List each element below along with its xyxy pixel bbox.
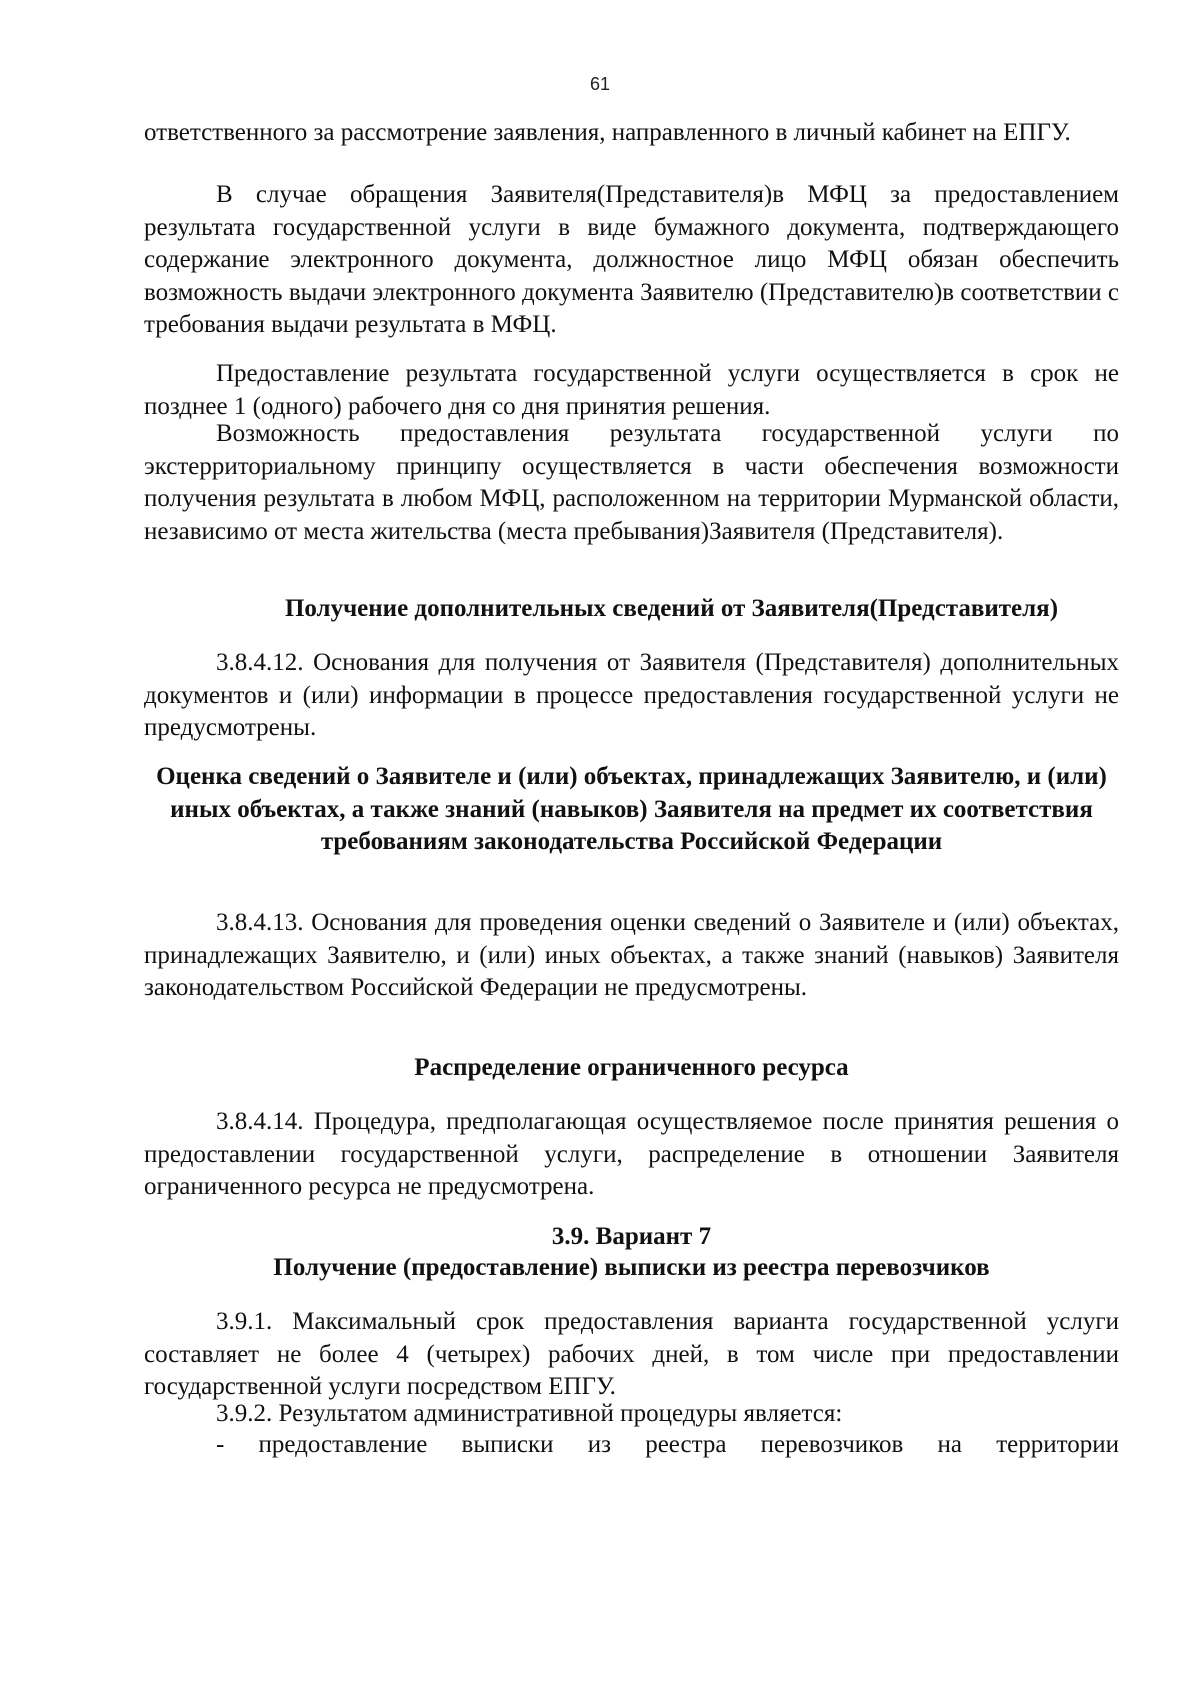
paragraph-3-8-4-13: 3.8.4.13. Основания для проведения оценки сведений о Заявителе и (или) объектах, принадлежащих Заявителю, и (или) иных объектах, а также знаний (навыков) Заявителя законодательством Российской Федерации не предусмотрены.: [144, 909, 1119, 1001]
section-heading-resource-distribution: Распределение ограниченного ресурса: [414, 1054, 849, 1081]
section-heading-additional-info: Получение дополнительных сведений от Заявителя(Представителя): [284, 595, 1059, 622]
section-heading-assessment: Оценка сведений о Заявителе и (или) объектах, принадлежащих Заявителю, и (или) иных объектах, а также знаний (навыков) Заявителя на предмет их соответствия требованиям законодательства Российской Федерации: [156, 763, 1107, 855]
section-subheading-carrier-registry: Получение (предоставление) выписки из реестра перевозчиков: [273, 1254, 990, 1281]
paragraph-3-8-4-14: 3.8.4.14. Процедура, предполагающая осуществляемое после принятия решения о предоставлении государственной услуги, распределение в отношении Заявителя ограниченного ресурса не предусмотрена.: [144, 1108, 1119, 1200]
paragraph-extraterritorial: Возможность предоставления результата государственной услуги по экстерриториальному принципу осуществляется в части обеспечения возможности получения результата в любом МФЦ, расположенном на территории Мурманской области, независимо от места жительства (места пребывания)Заявителя (Представителя).: [144, 420, 1119, 545]
page-number: 61: [589, 74, 611, 94]
paragraph-3-9-2: 3.9.2. Результатом административной процедуры является:: [216, 1400, 843, 1427]
paragraph-mfc-paper-document: В случае обращения Заявителя(Представителя)в МФЦ за предоставлением результата государственной услуги в виде бумажного документа, подтверждающего содержание электронного документа, должностное лицо МФЦ обязан обеспечить возможность выдачи электронного документа Заявителю (Представителю)в соответствии с требования выдачи результата в МФЦ.: [144, 181, 1119, 338]
paragraph-3-9-1: 3.9.1. Максимальный срок предоставления варианта государственной услуги составляет не более 4 (четырех) рабочих дней, в том числе при предоставлении государственной услуги посредством ЕПГУ.: [144, 1308, 1119, 1400]
list-item-registry-extract: - предоставление выписки из реестра перевозчиков на территории: [216, 1431, 1119, 1458]
paragraph-result-deadline: Предоставление результата государственной услуги осуществляется в срок не позднее 1 (одного) рабочего дня со дня принятия решения.: [144, 360, 1119, 420]
paragraph-continuation: ответственного за рассмотрение заявления, направленного в личный кабинет на ЕПГУ.: [144, 119, 1071, 146]
section-heading-variant-7: 3.9. Вариант 7: [551, 1223, 712, 1250]
paragraph-3-8-4-12: 3.8.4.12. Основания для получения от Заявителя (Представителя) дополнительных документов и (или) информации в процессе предоставления государственной услуги не предусмотрены.: [144, 649, 1119, 741]
